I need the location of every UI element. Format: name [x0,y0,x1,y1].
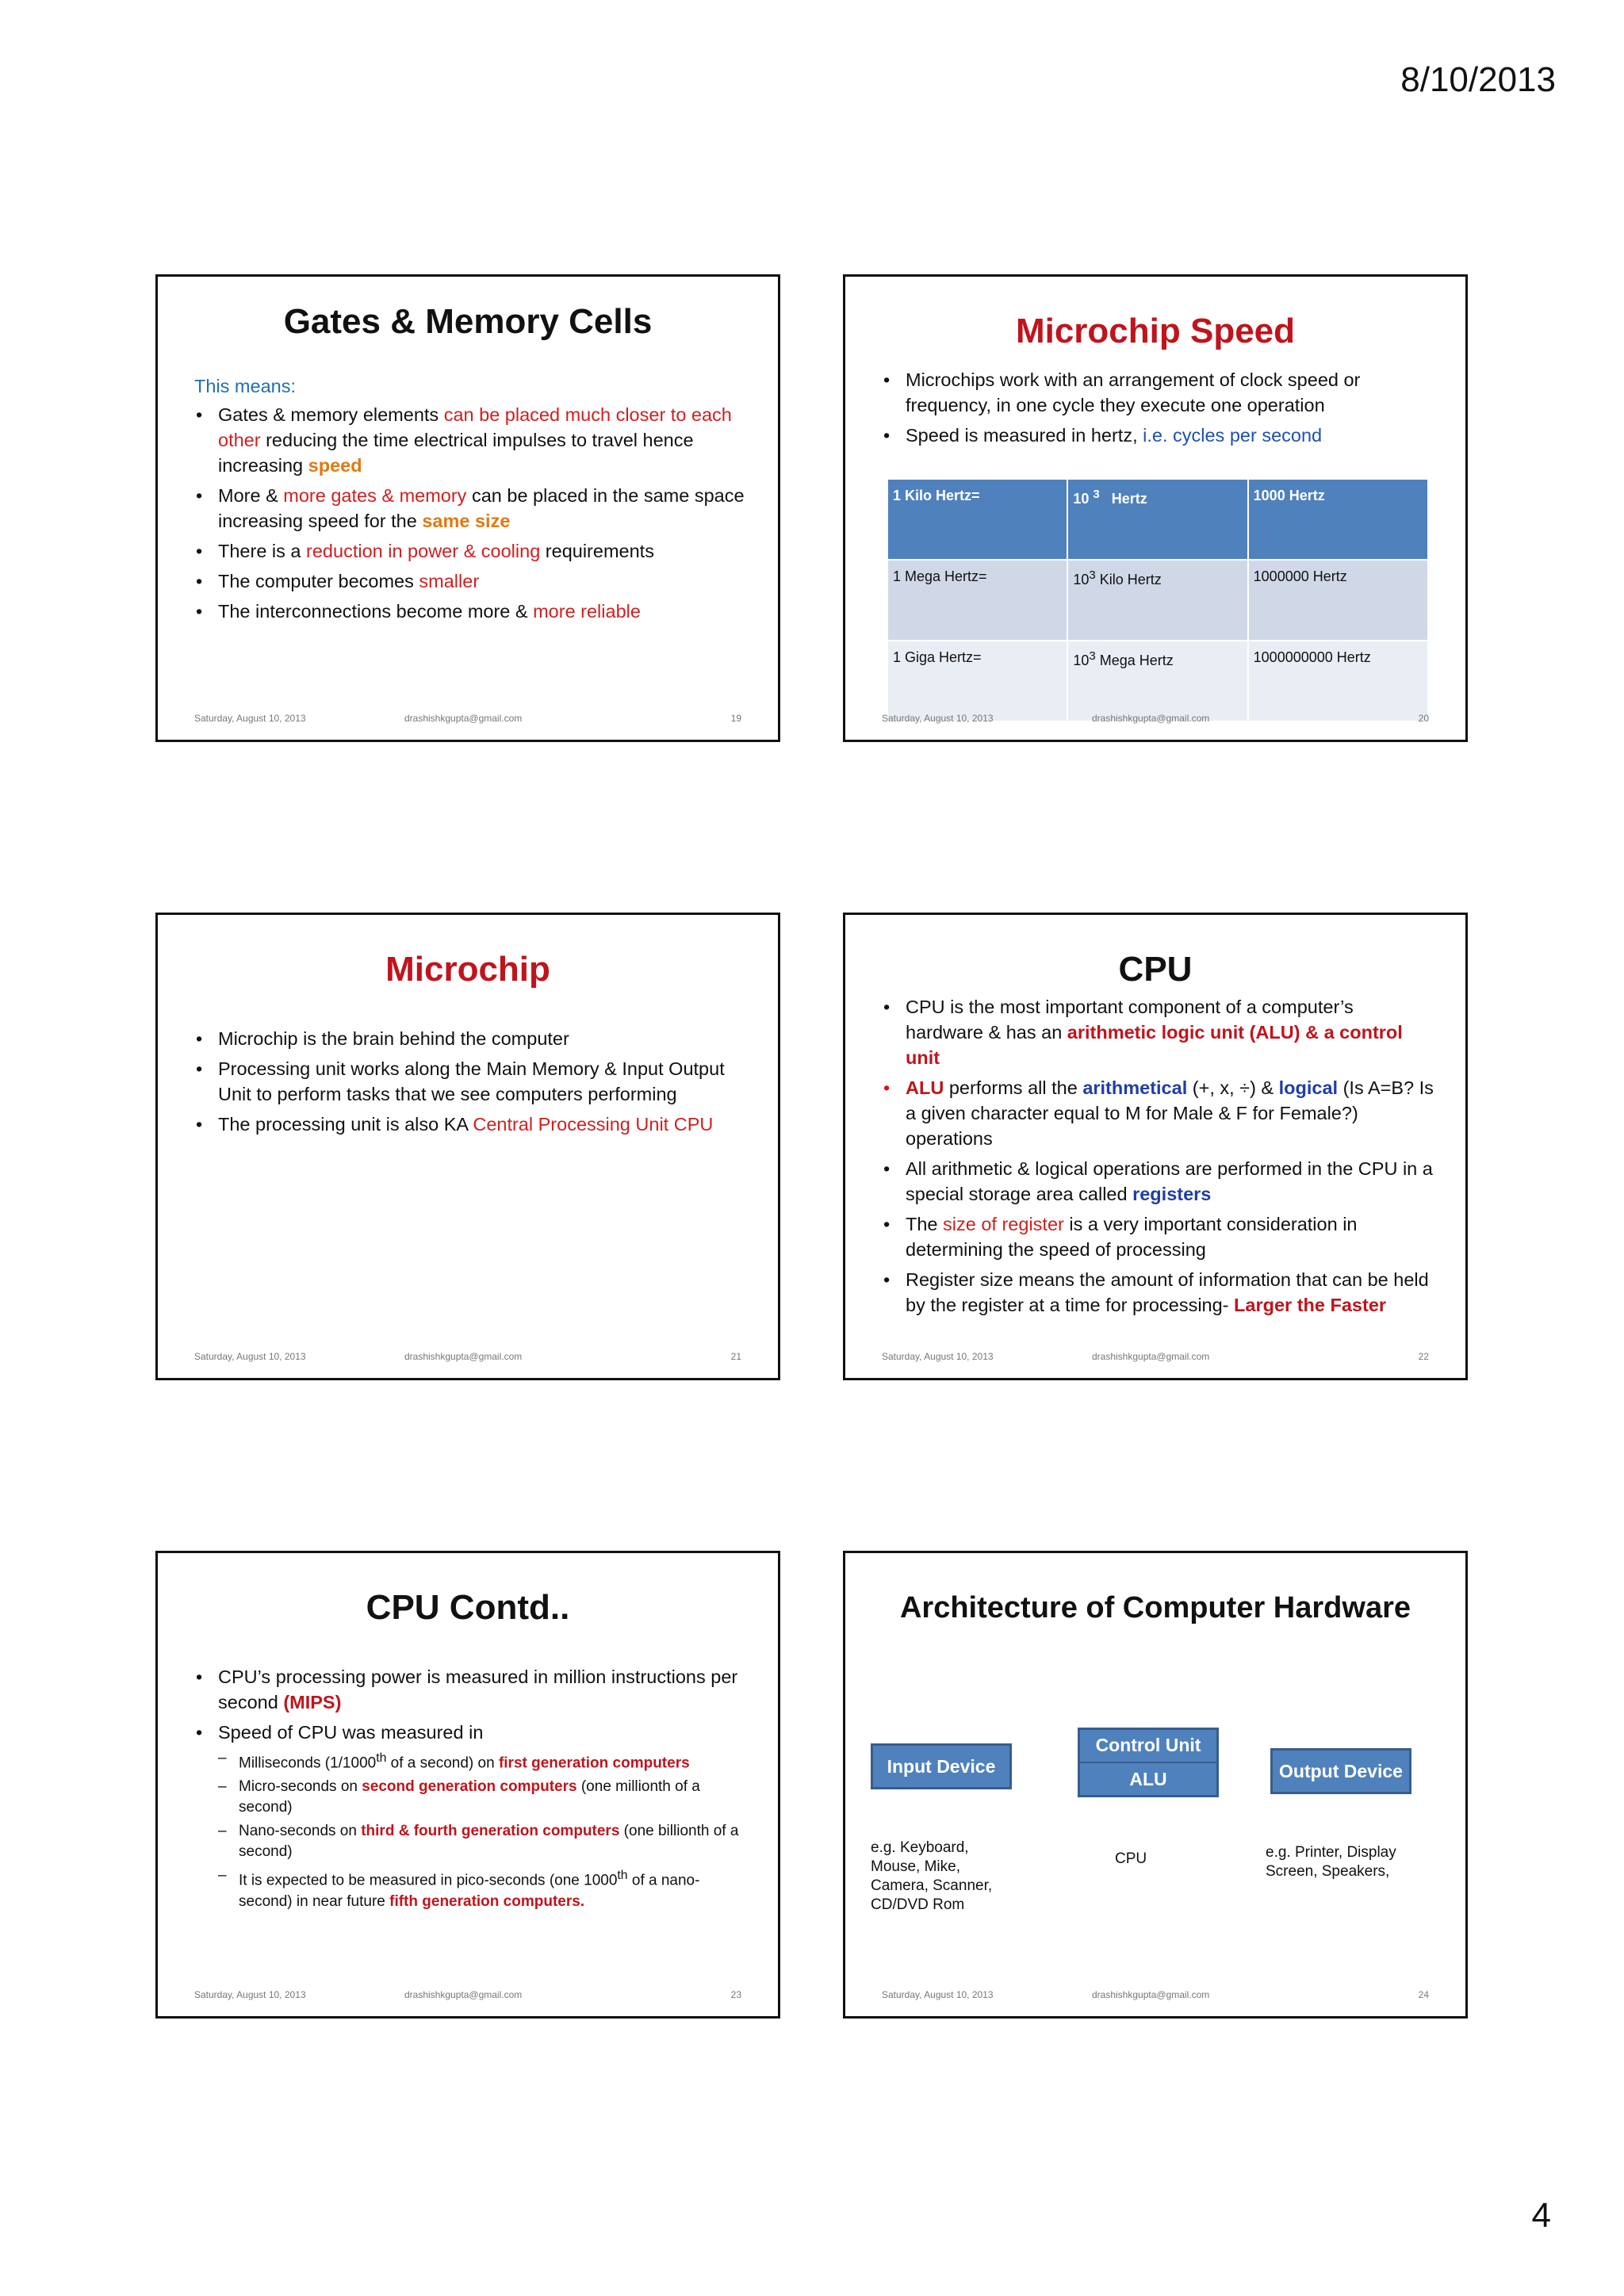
slide-number: 23 [730,1989,741,2000]
text: CPU’s processing power is measured in million instructions per second [218,1667,738,1712]
text: Gates & memory elements [218,404,444,425]
text: Mega Hertz [1099,652,1174,668]
bullet [882,1267,1434,1318]
slide-title: Gates & Memory Cells [283,302,653,341]
text: 10 [1073,491,1090,507]
slide-number: 21 [730,1351,741,1362]
bullet [194,1720,746,1912]
slide-body [194,1664,746,1917]
output-device-box: Output Device [1270,1748,1411,1794]
slide-21 [155,913,780,1380]
footer-email: drashishkgupta@gmail.com [404,1989,523,2000]
slide-19 [155,274,780,742]
highlight: reduction in power & cooling [306,541,541,561]
slide-title: CPU Contd.. [366,1588,570,1627]
highlight: registers [1132,1184,1212,1204]
slide-number: 22 [1418,1351,1429,1362]
slide-body [882,994,1434,1322]
highlight: second generation computers [362,1778,577,1796]
bullet [194,538,746,564]
text: 10 [1073,572,1090,587]
page-number: 4 [1531,2196,1551,2235]
table-cell [1067,641,1247,721]
bullet [882,367,1434,418]
slide-23 [155,1551,780,2019]
slide-footer [882,1351,1429,1364]
input-caption: e.g. Keyboard, Mouse, Mike, Camera, Scanner, CD/DVD Rom [871,1839,993,1913]
sub-bullet [218,1821,746,1862]
highlight: arithmetic logic unit (ALU) & a control unit [906,1022,1403,1068]
alu-box: ALU [1078,1762,1219,1797]
highlight: speed [308,455,362,476]
text: The processing unit is also KA [218,1114,473,1135]
table-cell: 1000000 Hertz [1248,560,1428,641]
table-cell [1067,560,1247,641]
bullet [882,994,1434,1070]
footer-date: Saturday, August 10, 2013 [194,1351,306,1362]
text: (one billionth of a second) [239,1823,739,1861]
footer-email: drashishkgupta@gmail.com [404,1351,523,1362]
highlight: more reliable [533,601,641,622]
superscript: 3 [1089,649,1096,663]
bullet [194,1026,746,1051]
text: (one millionth of a second) [239,1778,700,1816]
slide-title: CPU [1118,950,1193,989]
slide-body [194,373,746,629]
highlight: (MIPS) [283,1692,342,1712]
bullet [194,402,746,478]
table-row [887,641,1428,721]
bullet [194,1664,746,1715]
page-date: 8/10/2013 [1400,60,1556,99]
table-row [887,560,1428,641]
slide-footer [194,1351,741,1364]
intro-text: This means: [194,376,296,396]
text: 10 [1073,652,1090,668]
text: Speed of CPU was measured in [218,1722,484,1743]
footer-date: Saturday, August 10, 2013 [194,1989,306,2000]
text: can be placed in the same space increasing speed for the [218,485,745,531]
bullet [194,483,746,534]
text: More & [218,485,284,506]
bullet [882,1075,1434,1151]
text: Register size means the amount of information that can be held by the register at a time for processing- [906,1269,1429,1315]
highlight: size of register [943,1214,1064,1234]
highlight: third & fourth generation computers [361,1823,620,1840]
text: There is a [218,541,307,561]
bullet [194,1112,746,1137]
sub-bullet [218,1866,746,1911]
text: (Is A=B? Is a given character equal to M for Male & F for Female?) operations [906,1077,1434,1149]
slide-number: 24 [1418,1989,1429,2000]
footer-date: Saturday, August 10, 2013 [882,713,994,724]
sub-bullet [218,1777,746,1818]
slide-title: Microchip Speed [1015,312,1296,350]
slide-footer [882,713,1429,725]
highlight: i.e. cycles per second [1143,425,1323,446]
bullet [882,1156,1434,1207]
highlight: first generation computers [498,1755,690,1772]
text: Kilo Hertz [1099,572,1162,587]
slide-footer [194,1989,741,2002]
bullet [194,1056,746,1107]
superscript: th [617,1869,628,1883]
text: The [906,1214,944,1234]
table-cell: 1000000000 Hertz [1248,641,1428,721]
highlight: more gates & memory [283,485,467,506]
highlight: Central Processing Unit CPU [473,1114,714,1135]
table-cell: 1 Kilo Hertz= [887,479,1067,560]
table-cell: 1 Mega Hertz= [887,560,1067,641]
slide-number: 19 [730,713,741,724]
text: performs all the [944,1077,1083,1098]
text: of a second) on [386,1755,499,1772]
text: (+, x, ÷) & [1187,1077,1279,1098]
text: Processing unit works along the Main Memory & Input Output Unit to perform tasks that we see computers performing [218,1058,725,1104]
footer-email: drashishkgupta@gmail.com [1092,1351,1210,1362]
text: Speed is measured in hertz, [906,425,1143,446]
text: requirements [540,541,654,561]
footer-date: Saturday, August 10, 2013 [882,1351,994,1362]
text: The interconnections become more & [218,601,534,622]
output-caption: e.g. Printer, Display Screen, Speakers, [1266,1844,1396,1880]
slide-20 [843,274,1468,742]
highlight: ALU [906,1077,944,1098]
slide-22 [843,913,1468,1380]
table-cell: 1000 Hertz [1248,479,1428,560]
slide-footer [194,713,741,725]
text: The computer becomes [218,571,419,591]
bullet [882,423,1434,448]
slide-body [194,1026,746,1142]
superscript: 3 [1089,568,1096,582]
footer-email: drashishkgupta@gmail.com [1092,713,1210,724]
table-cell: 1 Giga Hertz= [887,641,1067,721]
highlight: arithmetical [1082,1077,1188,1098]
highlight: same size [422,511,511,531]
text: of a nano-second) in near future [239,1872,700,1910]
bullet [194,568,746,594]
slide-title: Microchip [385,950,550,989]
table-cell [1067,479,1247,560]
text: Milliseconds (1/1000 [239,1755,377,1772]
text: Nano-seconds on [239,1823,362,1840]
highlight: fifth generation computers. [389,1892,585,1910]
text: All arithmetic & logical operations are performed in the CPU in a special storage area called [906,1158,1433,1204]
slide-footer [882,1989,1429,2002]
hertz-table [887,478,1429,722]
control-unit-box: Control Unit [1078,1728,1219,1762]
bullet [194,599,746,624]
superscript: 3 [1093,488,1100,501]
text: is a very important consideration in determining the speed of processing [906,1214,1358,1260]
text: Microchips work with an arrangement of clock speed or frequency, in one cycle they execute one operation [906,369,1361,415]
input-device-box: Input Device [871,1743,1012,1789]
slide-title: Architecture of Computer Hardware [899,1591,1411,1624]
footer-email: drashishkgupta@gmail.com [404,713,523,724]
superscript: th [376,1751,387,1765]
highlight: smaller [419,571,480,591]
table-row [887,479,1428,560]
slide-number: 20 [1418,713,1429,724]
cpu-caption: CPU [1115,1850,1147,1867]
highlight: Larger the Faster [1234,1295,1387,1315]
footer-email: drashishkgupta@gmail.com [1092,1989,1210,2000]
highlight: can be placed much closer to each other [218,404,732,450]
footer-date: Saturday, August 10, 2013 [194,713,306,724]
text: It is expected to be measured in pico-seconds (one 1000 [239,1872,618,1889]
highlight: logical [1278,1077,1339,1098]
footer-date: Saturday, August 10, 2013 [882,1989,994,2000]
text: Micro-seconds on [239,1778,362,1796]
slide-body [882,367,1434,453]
slide-24 [843,1551,1468,2019]
text: CPU is the most important component of a computer’s hardware & has an [906,997,1354,1043]
sub-bullet [218,1748,746,1774]
bullet [882,1211,1434,1262]
text: Hertz [1111,491,1147,507]
text: reducing the time electrical impulses to travel hence increasing [218,430,694,476]
text: Microchip is the brain behind the computer [218,1028,569,1049]
